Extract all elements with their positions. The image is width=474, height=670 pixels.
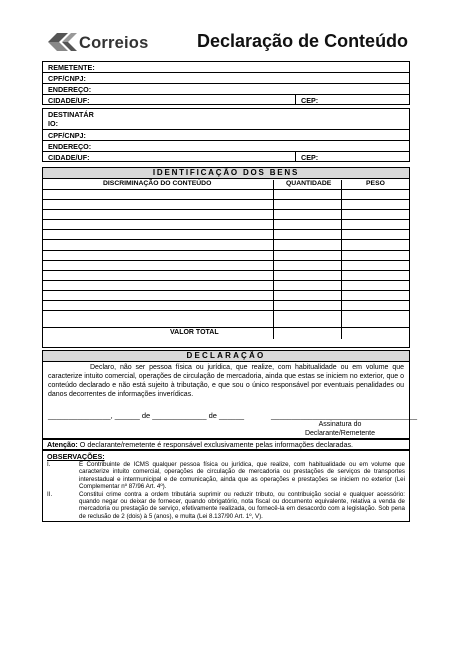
declaration-block xyxy=(42,350,417,439)
goods-row[interactable] xyxy=(43,271,409,281)
col-divider xyxy=(341,190,342,327)
sender-city-row[interactable] xyxy=(43,95,409,105)
col-divider xyxy=(273,190,274,327)
attention-label: Atenção: xyxy=(47,440,78,449)
recipient-label-part1: DESTINATÁR xyxy=(48,110,94,119)
observation-text-1: É Contribuinte de ICMS qualquer pessoa física ou jurídica, que realize, com habitualidade ou em volume que caracterize intuito comercial, operações de circulação de mercadoria ou prestações de serviços de transportes interestadual e intermunicipal e de comunicação, ainda que as operações e prestações se iniciem no exterior (Lei Complementar nº 87/96 Art. 4º). xyxy=(79,461,405,491)
signature-caption xyxy=(295,421,385,438)
observation-number-1: I. xyxy=(47,461,51,468)
col-weight-header: PESO xyxy=(366,180,385,187)
observations-title: OBSERVAÇÕES: xyxy=(47,452,105,461)
sender-cpf-label: CPF/CNPJ: xyxy=(48,74,86,83)
recipient-label-part2: IO: xyxy=(48,119,58,128)
recipient-name-row[interactable] xyxy=(43,109,409,130)
observation-number-2: II. xyxy=(47,490,53,498)
recipient-cep-label: CEP: xyxy=(301,153,319,162)
goods-row[interactable] xyxy=(43,230,409,240)
signature-line[interactable]: ___________________________________ xyxy=(271,411,417,420)
recipient-address-label: ENDEREÇO: xyxy=(48,142,92,151)
attention-text: O declarante/remetente é responsável exclusivamente pelas informações declaradas. xyxy=(79,440,354,449)
recipient-address-row[interactable] xyxy=(43,141,409,152)
sender-cpf-row[interactable] xyxy=(43,73,409,84)
goods-section-title: IDENTIFICAÇÃO DOS BENS xyxy=(43,168,409,179)
recipient-cpf-label: CPF/CNPJ: xyxy=(48,131,86,140)
col-divider xyxy=(341,328,342,339)
cep-divider xyxy=(295,95,296,105)
goods-row[interactable] xyxy=(43,190,409,200)
document-title: Declaração de Conteúdo xyxy=(197,31,409,51)
declaration-title: DECLARAÇÃO xyxy=(43,351,409,362)
goods-row[interactable] xyxy=(43,210,409,220)
goods-row[interactable] xyxy=(43,281,409,291)
observation-item-1 xyxy=(47,461,405,491)
sender-address-label: ENDEREÇO: xyxy=(48,85,92,94)
declaration-text xyxy=(43,362,409,400)
goods-row[interactable] xyxy=(43,311,409,321)
goods-row[interactable] xyxy=(43,200,409,210)
observation-text-2: Constitui crime contra a ordem tributária suprimir ou reduzir tributo, ou contribuição social e qualquer acessório: quando negar ou deixar de fornecer, quando obrigatório, nota fiscal ou documento equivalente, relativa a venda de mercadoria ou prestação de serviço, efetivamente realizada, ou fornecê-la em desacordo com a legislação. Sob pena de reclusão de 2 (dois) à 5 (anos), e multa (Lei 8.137/90 Art. 1º, V). xyxy=(79,490,405,520)
goods-row[interactable] xyxy=(43,240,409,250)
brand-name: Correios xyxy=(79,34,149,52)
recipient-cpf-row[interactable] xyxy=(43,130,409,141)
observation-item-2 xyxy=(47,491,405,521)
recipient-block xyxy=(42,108,410,162)
sender-name-label: REMETENTE: xyxy=(48,63,95,72)
signature-caption-1: Assinatura do xyxy=(318,421,362,428)
recipient-city-label: CIDADE/UF: xyxy=(48,153,90,162)
goods-row[interactable] xyxy=(43,301,409,311)
sender-cep-label: CEP: xyxy=(301,96,319,105)
col-divider xyxy=(273,328,274,339)
recipient-city-row[interactable] xyxy=(43,152,409,162)
observations-block xyxy=(42,450,410,522)
goods-rows xyxy=(43,190,409,327)
total-row xyxy=(43,327,409,339)
col-description-header: DISCRIMINAÇÃO DO CONTEÚDO xyxy=(103,180,212,187)
sender-city-label: CIDADE/UF: xyxy=(48,96,90,105)
sender-name-row[interactable] xyxy=(43,62,409,73)
col-quantity-header: QUANTIDADE xyxy=(286,180,332,187)
recipient-name-label xyxy=(48,110,94,128)
declaration-body: Declaro, não ser pessoa física ou jurídica, que realize, com habitualidade ou em volume que caracterize intuito comercial, operações de circulação de mercadoria, ainda que estas se iniciem no exterior, que o conteúdo declarado e não está sujeito à tributação, e que sou o único responsável por eventuais penalidades ou danos decorrentes de informações inverídicas. xyxy=(48,364,404,398)
sender-block xyxy=(42,61,410,105)
goods-header-row xyxy=(43,179,409,190)
goods-row[interactable] xyxy=(43,251,409,261)
goods-row[interactable] xyxy=(43,261,409,271)
col-divider xyxy=(341,180,342,189)
sender-address-row[interactable] xyxy=(43,84,409,95)
col-divider xyxy=(273,180,274,189)
goods-row[interactable] xyxy=(43,220,409,230)
date-line[interactable]: _______________, ______ de _____________ de ______ xyxy=(48,411,245,420)
total-label: VALOR TOTAL xyxy=(170,329,219,336)
goods-row[interactable] xyxy=(43,291,409,301)
cep-divider xyxy=(295,152,296,162)
goods-block xyxy=(42,167,410,348)
signature-caption-2: Declarante/Remetente xyxy=(304,429,376,437)
attention-block xyxy=(42,439,410,450)
